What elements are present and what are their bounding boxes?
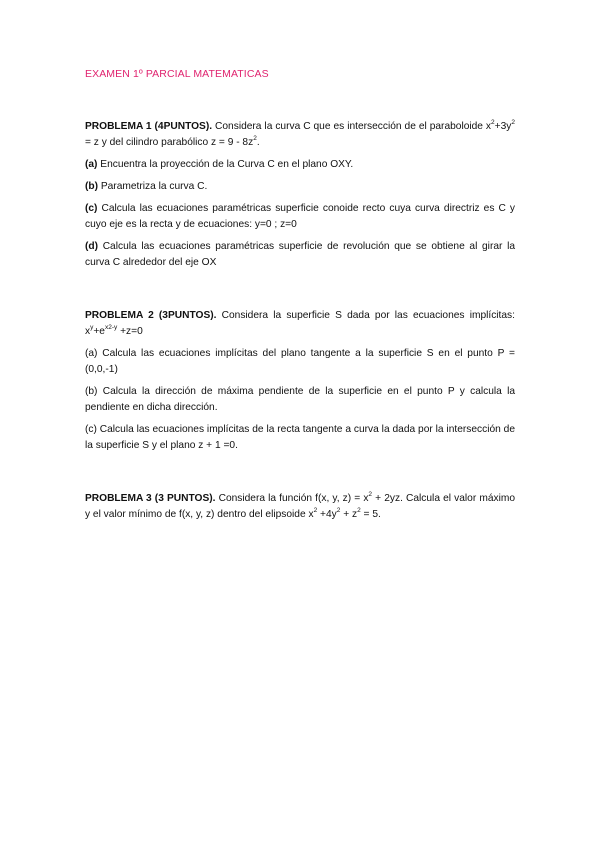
problem-1-item-c: (c) Calcula las ecuaciones paramétricas superficie conoide recto cuya curva directriz es C y cuyo eje es la recta y de ecuaciones: y=0 ; z=0 <box>85 203 515 230</box>
problem-2-item-a: (a) Calcula las ecuaciones implícitas del plano tangente a la superficie S en el punto P =(0,0,-1) <box>85 348 515 375</box>
problem-2-item-c: (c) Calcula las ecuaciones implícitas de la recta tangente a curva la dada por la intersección de la superficie S y el plano z + 1 =0. <box>85 424 515 451</box>
problem-1-item-a: (a) Encuentra la proyección de la Curva C en el plano OXY. <box>85 159 354 170</box>
problem-3-statement: PROBLEMA 3 (3 PUNTOS). Considera la función f(x, y, $z) = x^2 + 2yz$. Calcula el valor máximo y el valor mínimo de f(x, y, z) dentro del elipsoide $x^2 +4y^2 + z^2 = 5$. <box>85 490 515 520</box>
problem-2 <box>85 308 515 454</box>
problem-2-item-b: (b) Calcula la dirección de máxima pendiente de la superficie en el punto P y calcula la pendiente en dicha dirección. <box>85 386 515 413</box>
exam-title: EXAMEN 1º PARCIAL MATEMATICAS <box>85 68 269 80</box>
problem-3 <box>85 491 515 523</box>
problem-1-item-b: (b) Parametriza la curva C. <box>85 181 208 192</box>
problem-2-heading: PROBLEMA 2 (3PUNTOS). <box>85 310 217 321</box>
problem-1-item-d: (d) Calcula las ecuaciones paramétricas superficie de revolución que se obtiene al girar la curva C alrededor del eje OX <box>85 241 515 268</box>
problem-1-heading: PROBLEMA 1 (4PUNTOS). <box>85 121 213 132</box>
problem-1-statement: PROBLEMA 1 (4PUNTOS). Considera la curva C que es intersección de el paraboloide $x^2+3y^2 = z$ y del cilindro parabólico $z = 9 - 8z^2$. <box>85 118 515 148</box>
problem-3-heading: PROBLEMA 3 (3 PUNTOS). <box>85 493 216 504</box>
problem-1 <box>85 119 515 271</box>
problem-2-statement: PROBLEMA 2 (3PUNTOS). Considera la superficie S dada por las ecuaciones implícitas: $x^y+e^{x2-y} +z=0$ <box>85 310 515 337</box>
